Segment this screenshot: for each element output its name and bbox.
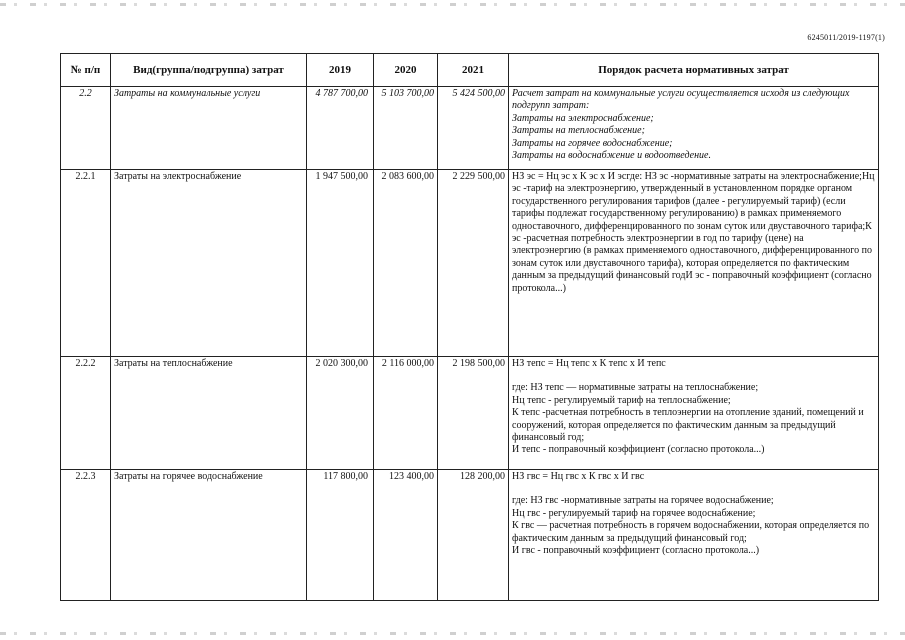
row-value-2019: 1 947 500,00 (307, 170, 374, 357)
row-value-2021: 2 229 500,00 (438, 170, 509, 357)
row-value-2020: 123 400,00 (374, 470, 438, 601)
method-line: Нц гвс - регулируемый тариф на горячее водоснабжение; (512, 507, 756, 519)
table-header-row (61, 54, 879, 87)
document-id: 6245011/2019-1197(1) (807, 33, 885, 42)
row-value-2020: 2 083 600,00 (374, 170, 438, 357)
row-method (509, 470, 879, 601)
header-2021: 2021 (438, 54, 509, 87)
table-row (61, 357, 879, 470)
method-gap (512, 483, 875, 495)
table-row (61, 170, 879, 357)
method-line: Расчет затрат на коммунальные услуги осуществляется исходя из следующих подгрупп затрат: (512, 88, 850, 112)
row-value-2020: 5 103 700,00 (374, 87, 438, 170)
table-row (61, 87, 879, 170)
row-num: 2.2.1 (61, 170, 111, 357)
row-method (509, 357, 879, 470)
method-line: К тепс -расчетная потребность в теплоэнергии на отопление зданий, помещений и сооружений, которая определяется по фактическим данным за предыдущий финансовый год; (512, 407, 864, 444)
row-type: Затраты на горячее водоснабжение (111, 470, 307, 601)
method-gap (512, 370, 875, 382)
method-line: Затраты на водоснабжение и водоотведение. (512, 150, 711, 162)
method-line: где: НЗ гвс -нормативные затраты на горячее водоснабжение; (512, 495, 774, 507)
method-line: НЗ тепс = Нц тепс х К тепс х И тепс (512, 358, 666, 369)
row-value-2019: 2 020 300,00 (307, 357, 374, 470)
method-line: НЗ гвс = Нц гвс х К гвс х И гвс (512, 471, 645, 482)
method-line: где: НЗ тепс — нормативные затраты на теплоснабжение; (512, 382, 759, 394)
row-type: Затраты на электроснабжение (111, 170, 307, 357)
row-value-2021: 2 198 500,00 (438, 357, 509, 470)
method-line: К гвс — расчетная потребность в горячем водоснабжении, которая определяется по фактическим данным за предыдущий финансовый год; (512, 520, 870, 544)
method-line: Затраты на горячее водоснабжение; (512, 137, 673, 149)
header-2020: 2020 (374, 54, 438, 87)
row-value-2019: 117 800,00 (307, 470, 374, 601)
row-method (509, 87, 879, 170)
method-line: И тепс - поправочный коэффициент (согласно протокола...) (512, 444, 765, 456)
table-row (61, 470, 879, 601)
header-method: Порядок расчета нормативных затрат (509, 54, 879, 87)
row-type: Затраты на коммунальные услуги (111, 87, 307, 170)
row-num: 2.2 (61, 87, 111, 170)
row-value-2020: 2 116 000,00 (374, 357, 438, 470)
header-num: № п/п (61, 54, 111, 87)
method-line: И гвс - поправочный коэффициент (согласно протокола...) (512, 545, 760, 557)
row-type: Затраты на теплоснабжение (111, 357, 307, 470)
header-type: Вид(группа/подгруппа) затрат (111, 54, 307, 87)
method-line: Нц тепс - регулируемый тариф на теплоснабжение; (512, 394, 731, 406)
row-num: 2.2.3 (61, 470, 111, 601)
method-line: Затраты на теплоснабжение; (512, 125, 645, 137)
row-value-2021: 5 424 500,00 (438, 87, 509, 170)
cost-table (60, 53, 879, 601)
header-2019: 2019 (307, 54, 374, 87)
row-num: 2.2.2 (61, 357, 111, 470)
method-line: НЗ эс = Нц эс х К эс х И эсгде: НЗ эс -нормативные затраты на электроснабжение;Нц эс -тариф на электроэнергию, утвержденный в установленном порядке органом государственного регулирования тарифов (далее - регулируемый тариф) (если тарифы подлежат государственному регулированию) в рамках применяемого одноставочного, дифференцированного по зонам суток или двуставочного тарифа;К эс -расчетная потребность электроэнергии в год по тарифу (цене) на электроэнергию (в рамках применяемого одноставочного, дифференцированного по зонам суток или двуставочного тарифа), которая определяется по фактическим данным за предыдущий финансовый годИ эс - поправочный коэффициент (согласно протокола...) (512, 171, 875, 294)
row-value-2021: 128 200,00 (438, 470, 509, 601)
row-method (509, 170, 879, 357)
scan-artifact-top (0, 3, 905, 6)
row-value-2019: 4 787 700,00 (307, 87, 374, 170)
method-line: Затраты на электроснабжение; (512, 112, 654, 124)
scan-artifact-bottom (0, 632, 905, 635)
